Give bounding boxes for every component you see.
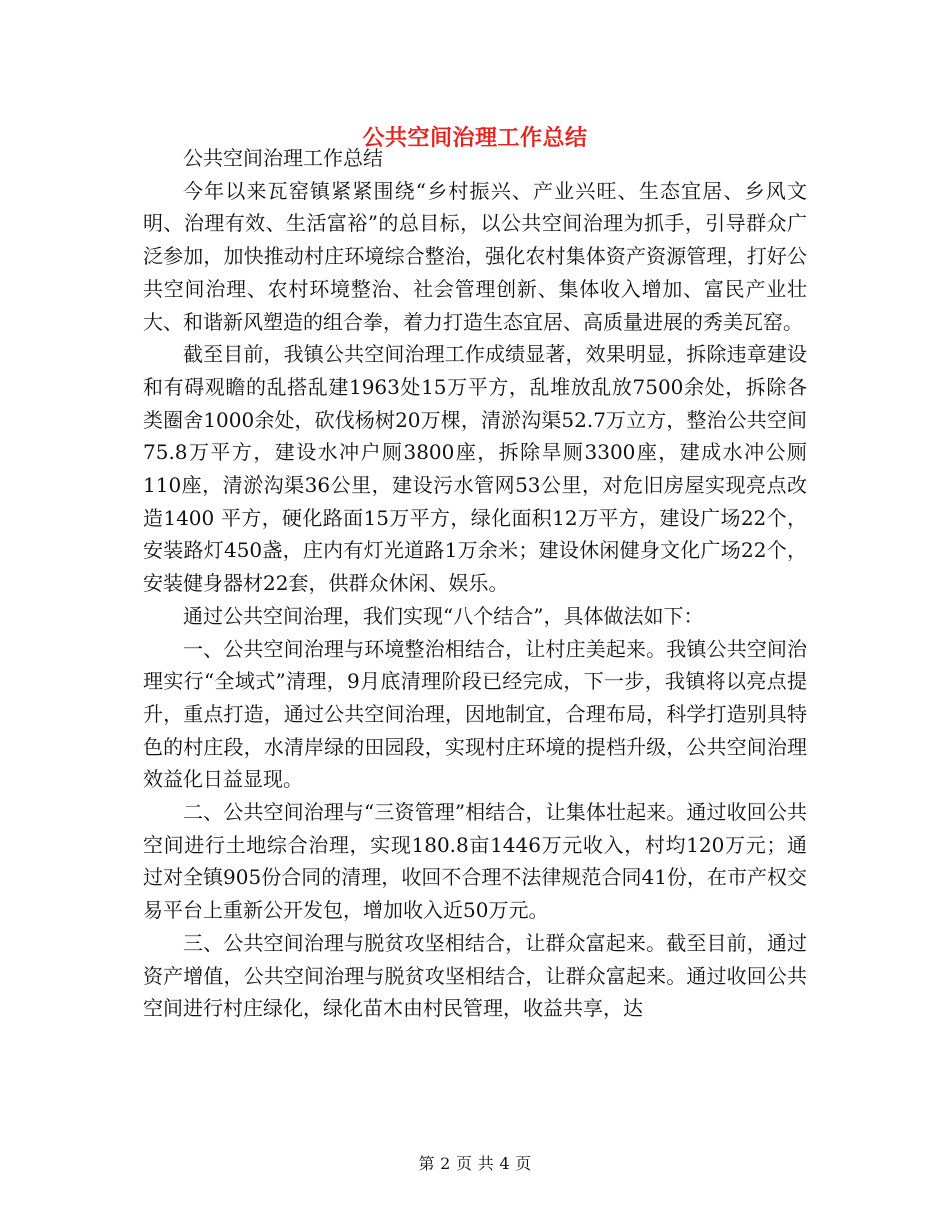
paragraph-subtitle: 公共空间治理工作总结 bbox=[183, 146, 383, 170]
paragraph-point-two: 二、公共空间治理与“三资管理”相结合，让集体壮起来。通过收回公共空间进行土地综合治理，实现180.8亩1446万元收入，村均120万元；通过对全镇905份合同的清理，收回不合理不法律规范合同41份，在市产权交易平台上重新公开发包，增加收入近50万元。 bbox=[143, 800, 807, 923]
page-number-footer: 第 2 页 共 4 页 bbox=[418, 1154, 532, 1173]
paragraph-intro: 今年以来瓦窑镇紧紧围绕“乡村振兴、产业兴旺、生态宜居、乡风文明、治理有效、生活富裕”的总目标，以公共空间治理为抓手，引导群众广泛参加，加快推动村庄环境综合整治，强化农村集体资产资源管理，打好公共空间治理、农村环境整治、社会管理创新、集体收入增加、富民产业壮大、和谐新风塑造的组合拳，着力打造生态宜居、高质量进展的秀美瓦窑。 bbox=[143, 178, 807, 334]
paragraph-point-one: 一、公共空间治理与环境整治相结合，让村庄美起来。我镇公共空间治理实行“全域式”清理，9月底清理阶段已经完成，下一步，我镇将以亮点提升，重点打造，通过公共空间治理，因地制宜，合理布局，科学打造别具特色的村庄段，水清岸绿的田园段，实现村庄环境的提档升级，公共空间治理效益化日益显现。 bbox=[143, 636, 807, 792]
document-body bbox=[143, 142, 807, 1025]
paragraph-point-three: 三、公共空间治理与脱贫攻坚相结合，让群众富起来。截至目前，通过资产增值，公共空间治理与脱贫攻坚相结合，让群众富起来。通过收回公共空间进行村庄绿化，绿化苗木由村民管理，收益共享，达 bbox=[143, 930, 807, 1021]
paragraph-achievements: 截至目前，我镇公共空间治理工作成绩显著，效果明显，拆除违章建设和有碍观瞻的乱搭乱建1963处15万平方，乱堆放乱放7500余处，拆除各类圈舍1000余处，砍伐杨树20万棵，清淤沟渠52.7万立方，整治公共空间75.8万平方，建设水冲户厕3800座，拆除旱厕3300座，建成水冲公厕110座，清淤沟渠36公里，建设污水管网53公里，对危旧房屋实现亮点改造1400 平方，硬化路面15万平方，绿化面积12万平方，建设广场22个，安装路灯450盏，庄内有灯光道路1万余米；建设休闲健身文化广场22个，安装健身器材22套，供群众休闲、娱乐。 bbox=[143, 342, 807, 596]
document-title: 公共空间治理工作总结 bbox=[362, 124, 588, 151]
paragraph-eight-combinations: 通过公共空间治理，我们实现“八个结合”，具体做法如下： bbox=[183, 603, 704, 628]
